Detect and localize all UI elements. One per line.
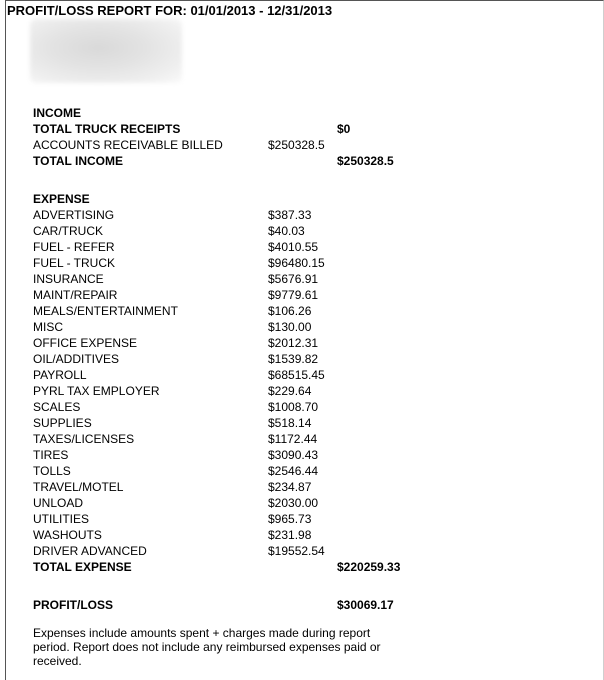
expense-label: FUEL - TRUCK [33,256,116,270]
expense-label: CAR/TRUCK [33,224,104,238]
expense-label: WASHOUTS [33,528,102,542]
total-expense-label: TOTAL EXPENSE [33,560,132,574]
truck-receipts-total: $0 [337,122,351,136]
report-footnote: Expenses include amounts spent + charges made during report period. Report does not include any reimbursed expenses paid or received. [33,626,381,668]
expense-amount: $40.03 [268,224,305,238]
expense-label: PYRL TAX EMPLOYER [33,384,160,398]
expense-amount: $130.00 [268,320,312,334]
expense-amount: $387.33 [268,208,312,222]
expense-amount: $1539.82 [268,352,319,366]
expense-label: MISC [33,320,63,334]
total-income-label: TOTAL INCOME [33,154,123,168]
expense-label: DRIVER ADVANCED [33,544,147,558]
expense-label: TOLLS [33,464,71,478]
redacted-company-name [30,19,182,83]
expense-amount: $229.64 [268,384,312,398]
expense-label: MEALS/ENTERTAINMENT [33,304,178,318]
expense-amount: $2012.31 [268,336,319,350]
expense-label: FUEL - REFER [33,240,115,254]
total-expense-value: $220259.33 [337,560,401,574]
expense-amount: $2030.00 [268,496,319,510]
expense-amount: $965.73 [268,512,312,526]
expense-amount: $5676.91 [268,272,319,286]
ar-billed-amount: $250328.5 [268,138,325,152]
expense-label: PAYROLL [33,368,87,382]
expense-label: OFFICE EXPENSE [33,336,138,350]
expense-amount: $68515.45 [268,368,325,382]
expense-heading: EXPENSE [33,192,90,206]
expense-amount: $1172.44 [268,432,318,446]
expense-label: ADVERTISING [33,208,115,222]
expense-amount: $2546.44 [268,464,319,478]
income-heading: INCOME [33,106,81,120]
total-income-value: $250328.5 [337,154,394,168]
expense-label: TRAVEL/MOTEL [33,480,124,494]
expense-amount: $3090.43 [268,448,319,462]
expense-amount: $9779.61 [268,288,319,302]
expense-amount: $4010.55 [268,240,319,254]
expense-label: OIL/ADDITIVES [33,352,120,366]
expense-amount: $96480.15 [268,256,325,270]
expense-amount: $234.87 [268,480,312,494]
expense-amount: $1008.70 [268,400,319,414]
profit-loss-value: $30069.17 [337,598,394,612]
expense-label: UTILITIES [33,512,90,526]
expense-label: INSURANCE [33,272,104,286]
expense-label: SUPPLIES [33,416,92,430]
expense-label: MAINT/REPAIR [33,288,118,302]
expense-amount: $106.26 [268,304,312,318]
expense-amount: $518.14 [268,416,312,430]
ar-billed-label: ACCOUNTS RECEIVABLE BILLED [33,138,223,152]
expense-label: TAXES/LICENSES [33,432,135,446]
profit-loss-label: PROFIT/LOSS [33,598,114,612]
expense-amount: $19552.54 [268,544,325,558]
expense-label: UNLOAD [33,496,84,510]
expense-amount: $231.98 [268,528,312,542]
expense-label: SCALES [33,400,81,414]
report-title: PROFIT/LOSS REPORT FOR: 01/01/2013 - 12/31/2013 [7,3,333,18]
truck-receipts-label: TOTAL TRUCK RECEIPTS [33,122,181,136]
expense-label: TIRES [33,448,69,462]
